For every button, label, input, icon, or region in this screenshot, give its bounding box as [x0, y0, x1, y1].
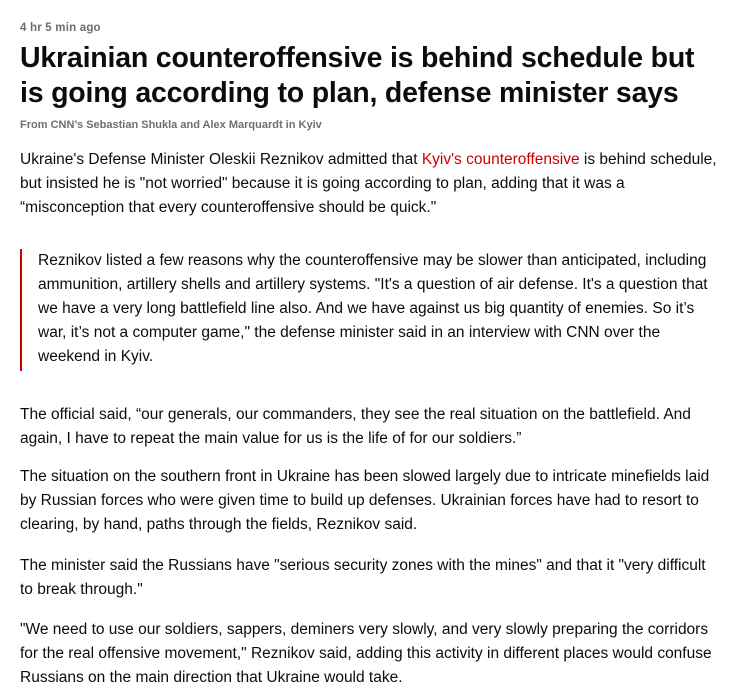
paragraph-1-text-after: is behind schedule, but insisted he is "not worried" because it is going according to plan, adding that it was a “misconception that every counteroffensive should be quick."	[20, 151, 717, 216]
quote-accent-bar	[20, 249, 22, 371]
counteroffensive-link[interactable]: Kyiv's counteroffensive	[421, 151, 580, 168]
quote-text: Reznikov listed a few reasons why the counteroffensive may be slower than anticipated, including ammunition, artillery shells and artillery systems. "It's a question of air defense. It's a question that we have a very long battlefield line also. And we have against us big quantity of enemies. So it’s war, it’s not a computer game," the defense minister said in an interview with CNN over the weekend in Kyiv.	[38, 252, 708, 365]
paragraph-1	[20, 148, 720, 220]
paragraph-4: The minister said the Russians have "serious security zones with the mines" and that it "very difficult to break through."	[20, 557, 706, 598]
post-headline: Ukrainian counteroffensive is behind schedule but is going according to plan, defense minister says	[20, 42, 695, 109]
paragraph-5: "We need to use our soldiers, sappers, deminers very slowly, and very slowly preparing the corridors for the real offensive movement," Reznikov said, adding this activity in different places would confuse Russians on the main direction that Ukraine would take.	[20, 621, 712, 686]
post-byline: From CNN’s Sebastian Shukla and Alex Marquardt in Kyiv	[20, 119, 322, 131]
pull-quote	[20, 249, 720, 371]
paragraph-1-text-before: Ukraine's Defense Minister Oleskii Reznikov admitted that	[20, 151, 422, 168]
post-timestamp: 4 hr 5 min ago	[20, 22, 101, 34]
paragraph-3: The situation on the southern front in Ukraine has been slowed largely due to intricate minefields laid by Russian forces who were given time to build up defenses. Ukrainian forces have had to resort to clearing, by hand, paths through the fields, Reznikov said.	[20, 468, 710, 533]
paragraph-2: The official said, “our generals, our commanders, they see the real situation on the battlefield. And again, I have to repeat the main value for us is the life of for our soldiers.”	[20, 406, 691, 447]
